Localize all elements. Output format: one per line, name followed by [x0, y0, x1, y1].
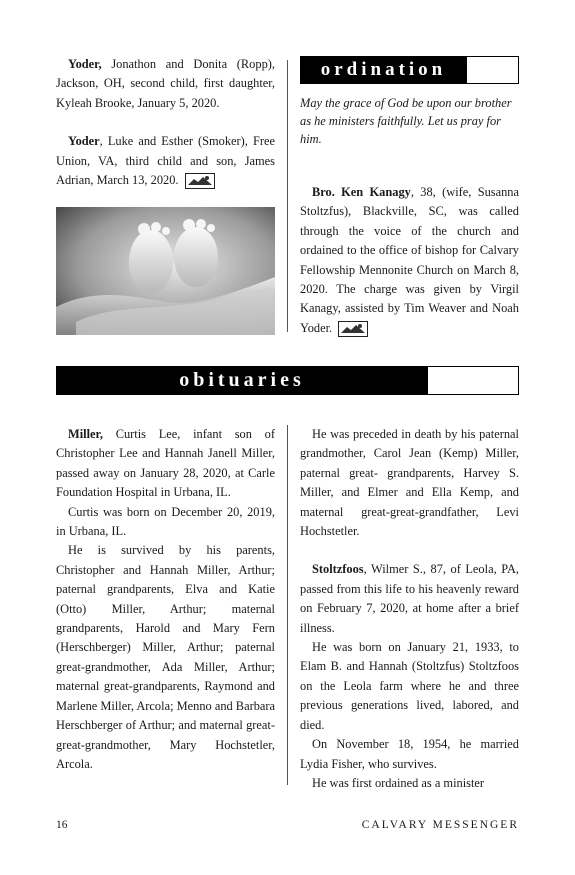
end-mark-icon — [338, 321, 368, 337]
birth-text: Jonathon and Donita (Ropp), Jackson, OH, second child, first daughter, Kyleah Brooke, January 5, 2020. — [56, 57, 275, 110]
ordination-heading: ordination — [320, 59, 447, 80]
birth-name: Yoder — [68, 134, 100, 149]
column-divider — [287, 60, 288, 332]
obituary-name: Miller, — [68, 427, 103, 441]
obituary-paragraph: He was preceded in death by his paternal grandmother, Carol Jean (Kemp) Miller, paternal great- grandparents, Harvey S. Miller, and Elmer and Ella Kemp, and maternal great-great-grandfather, Levi Hochstetler. — [300, 427, 519, 539]
birth-entry — [56, 55, 275, 113]
birth-entry — [56, 132, 275, 190]
ordination-name: Bro. Ken Kanagy — [312, 185, 411, 199]
obituary-paragraph: He is survived by his parents, Christopher and Hannah Miller, Arthur; paternal grandparents, Elva and Katie (Otto) Miller, Arthur; maternal grandparents, Harold and Mary Fern (Herschberger) Miller, Arthur; paternal great-grandmother, Ada Miller, Arthur; maternal great-grandparents, Raymond and Marlene Miller, Arcola; Menno and Barbara Herschberger of Arthur; and maternal great-great-grandmother, Mary Hochstetler, Arcola. — [56, 543, 276, 771]
birth-name: Yoder, — [68, 57, 102, 71]
baby-feet-icon — [56, 207, 275, 335]
obituaries-left-column — [56, 425, 275, 774]
baby-feet-photo — [56, 207, 275, 335]
births-column — [56, 55, 275, 190]
obituary-text: , Wilmer S., 87, of Leola, PA, passed from this life to his heavenly reward on February 7, 2020, at home after a brief illness. — [300, 562, 519, 635]
ordination-entry — [300, 183, 519, 338]
ordination-prayer: May the grace of God be upon our brother as he ministers faithfully. Let us pray for him. — [300, 96, 512, 146]
end-mark-icon — [185, 173, 215, 189]
banner-tail — [467, 57, 518, 83]
obituary-text: Curtis Lee, infant son of Christopher Lee and Hannah Janell Miller, passed away on January 28, 2020, at Carle Foundation Hospital in Urbana, IL. — [56, 427, 275, 500]
ordination-text: , 38, (wife, Susanna Stoltzfus), Blackville, SC, was called through the voice of the church and ordained to the office of bishop for Calvary Fellowship Mennonite Church on March 8, 2020. The charge was given by Virgil Kanagy, assisted by Tim Weaver and Noah Yoder. — [300, 185, 519, 335]
obituaries-banner — [56, 366, 519, 395]
page-number: 16 — [56, 819, 68, 831]
column-divider — [287, 425, 288, 785]
obituaries-heading: obituaries — [179, 369, 305, 391]
obituary-name: Stoltzfoos — [312, 562, 364, 577]
obituary-paragraph: Curtis was born on December 20, 2019, in Urbana, IL. — [56, 504, 275, 539]
obituaries-right-column — [300, 425, 519, 793]
obituary-paragraph: He was first ordained as a minister — [312, 775, 485, 790]
obituary-paragraph: He was born on January 21, 1933, to Elam B. and Hannah (Stoltzfus) Stoltzfoos on the Leola farm where he and three previous generations lived, labored, and died. — [300, 640, 519, 732]
birth-text: , Luke and Esther (Smoker), Free Union, VA, third child and son, James Adrian, March 13, 2020. — [56, 134, 275, 188]
banner-tail — [428, 367, 518, 394]
obituary-paragraph: On November 18, 1954, he married Lydia Fisher, who survives. — [300, 737, 519, 771]
publication-name: CALVARY MESSENGER — [361, 819, 519, 831]
ordination-banner — [300, 56, 519, 84]
